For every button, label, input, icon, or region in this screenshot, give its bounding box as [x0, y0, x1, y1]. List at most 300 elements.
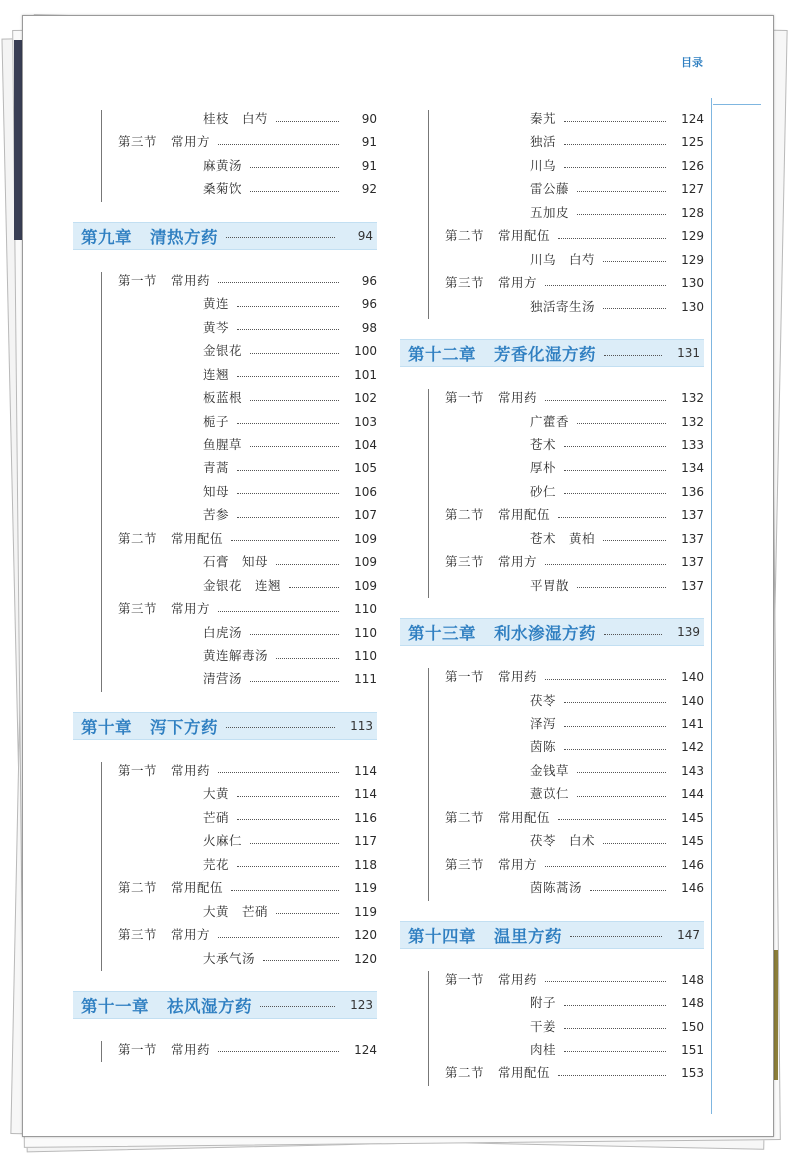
- toc-entry[interactable]: [530, 736, 704, 758]
- dot-leader: [577, 191, 666, 192]
- section-entry[interactable]: [445, 1062, 704, 1084]
- page-number: 116: [354, 810, 377, 825]
- toc-entry[interactable]: [530, 155, 704, 177]
- dot-leader: [545, 981, 666, 982]
- toc-entry[interactable]: [530, 783, 704, 805]
- section-title: 常用药: [171, 762, 211, 778]
- entry-title: 苍术: [530, 436, 557, 452]
- page-number: 96: [361, 297, 377, 312]
- entry-title: 干姜: [530, 1018, 557, 1034]
- toc-entry[interactable]: [203, 622, 377, 644]
- section-entry[interactable]: [118, 760, 377, 782]
- dot-leader: [564, 1005, 666, 1006]
- page-number: 110: [354, 602, 377, 617]
- dot-leader: [570, 936, 662, 937]
- toc-entry[interactable]: [203, 457, 377, 479]
- chapter-name: 利水渗湿方药: [494, 624, 596, 644]
- entry-title: 附子: [530, 995, 557, 1011]
- toc-entry[interactable]: [530, 411, 704, 433]
- dot-leader: [231, 890, 339, 891]
- page-number: 130: [681, 299, 704, 314]
- toc-entry[interactable]: [530, 575, 704, 597]
- section-number: 第一节: [118, 272, 158, 288]
- section-title: 常用配伍: [171, 880, 224, 896]
- entry-title: 苍术 黄柏: [530, 530, 596, 546]
- dot-leader: [218, 1051, 339, 1052]
- dot-leader: [545, 285, 666, 286]
- dot-leader: [577, 423, 666, 424]
- dot-leader: [577, 772, 666, 773]
- page-number: 105: [354, 461, 377, 476]
- dot-leader: [250, 353, 339, 354]
- dot-leader: [237, 517, 339, 518]
- entry-title: 板蓝根: [203, 390, 243, 406]
- dot-leader: [564, 1028, 666, 1029]
- toc-entry[interactable]: [530, 202, 704, 224]
- entry-title: 桂枝 白芍: [203, 111, 269, 126]
- entry-title: 泽泻: [530, 716, 557, 731]
- dot-leader: [276, 658, 339, 659]
- page-number: 118: [354, 857, 377, 872]
- dot-leader: [577, 587, 666, 588]
- section-title: 常用药: [498, 390, 538, 406]
- dot-leader: [564, 493, 666, 494]
- section-entry[interactable]: [445, 504, 704, 526]
- page-number: 124: [681, 112, 704, 126]
- toc-entry[interactable]: [530, 760, 704, 782]
- dot-leader: [276, 121, 339, 122]
- dot-leader: [558, 819, 666, 820]
- page-number: 126: [681, 158, 704, 173]
- section-number: 第三节: [118, 134, 158, 150]
- section-title: 常用方: [498, 856, 538, 872]
- dot-leader: [545, 679, 666, 680]
- toc-entry[interactable]: [530, 457, 704, 479]
- dot-leader: [231, 540, 339, 541]
- dot-leader: [218, 144, 339, 145]
- entry-title: 白虎汤: [203, 624, 243, 640]
- entry-title: 茵陈: [530, 739, 557, 755]
- dot-leader: [577, 214, 666, 215]
- section-title: 常用配伍: [498, 228, 551, 244]
- dot-leader: [276, 564, 339, 565]
- section-number: 第二节: [445, 809, 485, 825]
- page-number: 117: [354, 834, 377, 849]
- section-rule: [428, 389, 429, 598]
- page-number: 119: [354, 881, 377, 896]
- entry-title: 知母: [203, 483, 230, 499]
- toc-entry[interactable]: [203, 645, 377, 667]
- section-rule: [428, 971, 429, 1086]
- toc-entry[interactable]: [203, 901, 377, 923]
- page-number: 124: [354, 1042, 377, 1057]
- section-rule: [428, 110, 429, 319]
- page-number: 129: [681, 229, 704, 244]
- section-number: 第一节: [445, 669, 485, 685]
- dot-leader: [564, 470, 666, 471]
- toc-entry[interactable]: [203, 948, 377, 970]
- dot-leader: [604, 634, 662, 635]
- dot-leader: [218, 282, 339, 283]
- page-number: 143: [681, 763, 704, 778]
- dot-leader: [590, 890, 666, 891]
- toc-entry[interactable]: [203, 340, 377, 362]
- toc-entry[interactable]: [203, 783, 377, 805]
- chapter-name: 清热方药: [150, 227, 218, 247]
- section-entry[interactable]: [445, 225, 704, 247]
- page-number: 136: [681, 484, 704, 499]
- page-number: 129: [681, 252, 704, 267]
- page-number: 94: [357, 228, 373, 243]
- chapter-name: 泻下方药: [150, 717, 218, 737]
- entry-title: 苦参: [203, 507, 230, 523]
- section-number: 第三节: [118, 927, 158, 943]
- toc-entry[interactable]: [530, 713, 704, 735]
- page-number: 133: [681, 437, 704, 452]
- page-number: 125: [681, 135, 704, 150]
- entry-title: 茵陈蒿汤: [530, 880, 583, 896]
- section-title: 常用配伍: [498, 507, 551, 523]
- page-number: 128: [681, 205, 704, 220]
- entry-title: 川乌: [530, 157, 557, 173]
- section-rule: [428, 668, 429, 901]
- page-number: 148: [681, 996, 704, 1011]
- section-number: 第二节: [118, 530, 158, 546]
- toc-entry[interactable]: [530, 690, 704, 712]
- section-entry[interactable]: [445, 854, 704, 876]
- section-entry[interactable]: [118, 877, 377, 899]
- corner-line-horizontal: [713, 104, 761, 105]
- dot-leader: [250, 191, 339, 192]
- page-number: 111: [354, 672, 377, 687]
- entry-title: 川乌 白芍: [530, 251, 596, 267]
- page-number: 147: [677, 927, 700, 942]
- toc-entry[interactable]: [203, 317, 377, 339]
- chapter-name: 芳香化湿方药: [494, 345, 596, 365]
- toc-entry[interactable]: [203, 575, 377, 597]
- toc-entry[interactable]: [530, 528, 704, 550]
- page-number: 139: [677, 625, 700, 640]
- section-title: 常用药: [498, 971, 538, 987]
- entry-title: 肉桂: [530, 1041, 557, 1057]
- dot-leader: [603, 843, 666, 844]
- dot-leader: [226, 727, 335, 728]
- chapter-heading[interactable]: [73, 712, 377, 740]
- dot-leader: [603, 540, 666, 541]
- entry-title: 鱼腥草: [203, 436, 243, 452]
- page-number: 107: [354, 508, 377, 523]
- chapter-heading[interactable]: [400, 339, 704, 367]
- toc-entry[interactable]: [203, 854, 377, 876]
- page-number: 109: [354, 531, 377, 546]
- section-title: 常用配伍: [171, 530, 224, 546]
- dot-leader: [218, 772, 339, 773]
- section-number: 第一节: [445, 390, 485, 406]
- toc-entry[interactable]: [530, 108, 704, 130]
- page-number: 137: [681, 508, 704, 523]
- section-title: 常用方: [171, 601, 211, 617]
- page-number: 120: [354, 928, 377, 943]
- entry-title: 石膏 知母: [203, 554, 269, 570]
- section-rule: [101, 272, 102, 692]
- entry-title: 薏苡仁: [530, 786, 570, 802]
- section-title: 常用药: [498, 669, 538, 685]
- chapter-heading[interactable]: [400, 921, 704, 949]
- entry-title: 芫花: [203, 856, 230, 872]
- entry-title: 黄芩: [203, 319, 230, 335]
- page-number: 109: [354, 578, 377, 593]
- dot-leader: [604, 355, 662, 356]
- section-number: 第二节: [445, 228, 485, 244]
- section-entry[interactable]: [118, 528, 377, 550]
- book-edge-left: [14, 40, 22, 240]
- chapter-title: 第十二章: [408, 345, 476, 365]
- toc-entry[interactable]: [203, 504, 377, 526]
- chapter-title: 第十四章: [408, 926, 476, 946]
- section-entry[interactable]: [118, 131, 377, 153]
- entry-title: 青蒿: [203, 460, 230, 476]
- toc-entry[interactable]: [203, 155, 377, 177]
- entry-title: 秦艽: [530, 111, 557, 126]
- entry-title: 茯苓 白术: [530, 833, 596, 849]
- dot-leader: [250, 167, 339, 168]
- toc-entry[interactable]: [203, 551, 377, 573]
- page-number: 119: [354, 904, 377, 919]
- section-entry[interactable]: [445, 387, 704, 409]
- chapter-heading[interactable]: [400, 618, 704, 646]
- dot-leader: [564, 144, 666, 145]
- dot-leader: [250, 634, 339, 635]
- page-number: 98: [361, 320, 377, 335]
- toc-entry[interactable]: [530, 830, 704, 852]
- entry-title: 平胃散: [530, 577, 570, 593]
- page-number: 140: [681, 670, 704, 685]
- toc-entry[interactable]: [530, 1016, 704, 1038]
- section-title: 常用方: [498, 554, 538, 570]
- chapter-title: 第十三章: [408, 624, 476, 644]
- toc-entry[interactable]: [530, 131, 704, 153]
- section-title: 常用配伍: [498, 1065, 551, 1081]
- page-number: 131: [677, 346, 700, 361]
- page-number: 110: [354, 625, 377, 640]
- dot-leader: [564, 749, 666, 750]
- toc-entry[interactable]: [203, 293, 377, 315]
- page-number: 123: [350, 997, 373, 1012]
- toc-entry[interactable]: [530, 1039, 704, 1061]
- dot-leader: [226, 237, 335, 238]
- chapter-title: 第十一章: [81, 996, 149, 1016]
- dot-leader: [276, 913, 339, 914]
- left-toc-column: [73, 16, 377, 1136]
- section-title: 常用配伍: [498, 809, 551, 825]
- dot-leader: [237, 470, 339, 471]
- entry-title: 大黄 芒硝: [203, 903, 269, 919]
- section-number: 第一节: [445, 971, 485, 987]
- page-number: 109: [354, 555, 377, 570]
- section-title: 常用方: [171, 134, 211, 150]
- dot-leader: [564, 702, 666, 703]
- page-number: 140: [681, 693, 704, 708]
- entry-title: 火麻仁: [203, 833, 243, 849]
- page-number: 137: [681, 531, 704, 546]
- section-entry[interactable]: [118, 598, 377, 620]
- section-entry[interactable]: [118, 924, 377, 946]
- entry-title: 厚朴: [530, 460, 557, 476]
- toc-entry[interactable]: [203, 108, 377, 130]
- toc-entry[interactable]: [203, 481, 377, 503]
- page-number: 150: [681, 1019, 704, 1034]
- section-title: 常用方: [498, 275, 538, 291]
- toc-entry[interactable]: [530, 992, 704, 1014]
- section-entry[interactable]: [445, 969, 704, 991]
- dot-leader: [545, 564, 666, 565]
- section-entry[interactable]: [118, 1039, 377, 1061]
- section-entry[interactable]: [445, 807, 704, 829]
- page-number: 137: [681, 578, 704, 593]
- chapter-heading[interactable]: [73, 991, 377, 1019]
- dot-leader: [564, 446, 666, 447]
- toc-entry[interactable]: [530, 296, 704, 318]
- entry-title: 桑菊饮: [203, 181, 243, 197]
- page-number: 102: [354, 391, 377, 406]
- page-number: 92: [361, 182, 377, 197]
- entry-title: 雷公藤: [530, 181, 570, 197]
- entry-title: 金银花: [203, 343, 243, 359]
- entry-title: 芒硝: [203, 809, 230, 825]
- page-number: 114: [354, 763, 377, 778]
- page-number: 103: [354, 414, 377, 429]
- entry-title: 麻黄汤: [203, 157, 243, 173]
- page-number: 130: [681, 276, 704, 291]
- chapter-heading[interactable]: [73, 222, 377, 250]
- section-number: 第三节: [445, 554, 485, 570]
- dot-leader: [237, 329, 339, 330]
- toc-entry[interactable]: [203, 668, 377, 690]
- dot-leader: [260, 1006, 335, 1007]
- toc-entry[interactable]: [530, 481, 704, 503]
- dot-leader: [603, 308, 666, 309]
- page-number: 91: [361, 158, 377, 173]
- dot-leader: [237, 866, 339, 867]
- page-number: 110: [354, 649, 377, 663]
- toc-entry[interactable]: [530, 249, 704, 271]
- page-number: 151: [681, 1042, 704, 1057]
- page-number: 146: [681, 881, 704, 896]
- toc-entry[interactable]: [203, 178, 377, 200]
- toc-entry[interactable]: [203, 364, 377, 386]
- dot-leader: [545, 400, 666, 401]
- dot-leader: [564, 1051, 666, 1052]
- dot-leader: [250, 400, 339, 401]
- section-number: 第三节: [445, 856, 485, 872]
- entry-title: 清营汤: [203, 671, 243, 687]
- toc-entry[interactable]: [530, 877, 704, 899]
- section-rule: [101, 1041, 102, 1062]
- toc-entry[interactable]: [203, 830, 377, 852]
- dot-leader: [237, 493, 339, 494]
- page-number: 132: [681, 414, 704, 429]
- dot-leader: [577, 796, 666, 797]
- section-number: 第一节: [118, 762, 158, 778]
- section-title: 常用药: [171, 272, 211, 288]
- entry-title: 独活寄生汤: [530, 298, 596, 314]
- section-number: 第三节: [445, 275, 485, 291]
- entry-title: 砂仁: [530, 483, 557, 499]
- page-number: 113: [350, 718, 373, 733]
- section-number: 第二节: [445, 507, 485, 523]
- dot-leader: [564, 726, 666, 727]
- dot-leader: [250, 446, 339, 447]
- page-number: 96: [361, 273, 377, 288]
- page-number: 148: [681, 972, 704, 987]
- section-entry[interactable]: [118, 270, 377, 292]
- toc-page: [22, 15, 774, 1137]
- page-number: 106: [354, 484, 377, 499]
- page-number: 142: [681, 740, 704, 755]
- section-entry[interactable]: [445, 666, 704, 688]
- dot-leader: [250, 843, 339, 844]
- section-rule: [101, 762, 102, 971]
- dot-leader: [237, 423, 339, 424]
- page-number: 141: [681, 717, 704, 731]
- page-number: 127: [681, 182, 704, 197]
- entry-title: 黄连: [203, 296, 230, 312]
- page-number: 120: [354, 951, 377, 966]
- chapter-title: 第九章: [81, 227, 132, 247]
- entry-title: 栀子: [203, 413, 230, 429]
- dot-leader: [250, 681, 339, 682]
- page-number: 137: [681, 555, 704, 570]
- page-number: 132: [681, 391, 704, 406]
- section-number: 第三节: [118, 601, 158, 617]
- dot-leader: [558, 238, 666, 239]
- right-toc-column: [400, 16, 704, 1136]
- dot-leader: [564, 167, 666, 168]
- entry-title: 独活: [530, 134, 557, 150]
- dot-leader: [263, 960, 339, 961]
- section-title: 常用药: [171, 1041, 211, 1057]
- page-number: 145: [681, 810, 704, 825]
- page-number: 153: [681, 1066, 704, 1081]
- toc-entry[interactable]: [203, 434, 377, 456]
- section-entry[interactable]: [445, 551, 704, 573]
- toc-entry[interactable]: [530, 434, 704, 456]
- page-number: 104: [354, 437, 377, 452]
- running-header: 目录: [681, 56, 703, 69]
- dot-leader: [237, 819, 339, 820]
- toc-entry[interactable]: [530, 178, 704, 200]
- toc-entry[interactable]: [203, 411, 377, 433]
- section-number: 第二节: [118, 880, 158, 896]
- dot-leader: [289, 587, 339, 588]
- corner-line-vertical: [711, 104, 712, 1114]
- entry-title: 黄连解毒汤: [203, 648, 269, 663]
- dot-leader: [237, 376, 339, 377]
- entry-title: 五加皮: [530, 204, 570, 220]
- page-number: 144: [681, 787, 704, 802]
- section-entry[interactable]: [445, 272, 704, 294]
- toc-entry[interactable]: [203, 387, 377, 409]
- section-number: 第一节: [118, 1041, 158, 1057]
- entry-title: 大黄: [203, 786, 230, 802]
- page-number: 100: [354, 344, 377, 359]
- toc-entry[interactable]: [203, 807, 377, 829]
- dot-leader: [558, 1075, 666, 1076]
- dot-leader: [218, 611, 339, 612]
- chapter-title: 第十章: [81, 717, 132, 737]
- page-number: 134: [681, 461, 704, 476]
- page-number: 146: [681, 857, 704, 872]
